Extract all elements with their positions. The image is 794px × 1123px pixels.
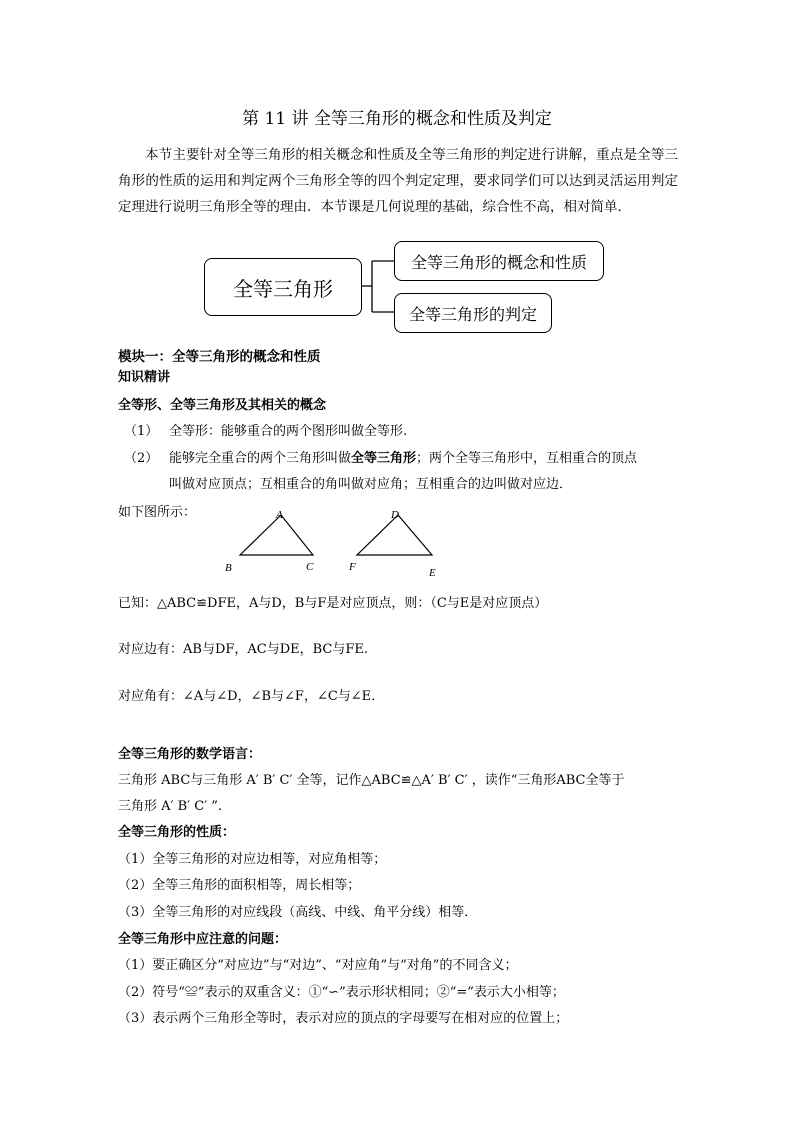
- math-language-line-1: 三角形 ABC与三角形 A′ B′ C′ 全等，记作△ABC≌△A′ B′ C′ ，读作“三角形ABC全等于: [118, 773, 625, 788]
- note-1: （1）要正确区分“对应边”与“对边”、“对应角”与“对角”的不同含义；: [118, 958, 518, 973]
- known-statement: 已知：△ABC≌DFE，A与D，B与F是对应顶点，则：（C与E是对应顶点）: [118, 596, 548, 611]
- figure-caption: 如下图所示：: [118, 505, 197, 520]
- properties-heading: 全等三角形的性质：: [118, 825, 236, 840]
- note-2: （2）符号“≌”表示的双重含义：①“∽”表示形状相同；②“=”表示大小相等；: [118, 985, 565, 1000]
- label-d: D: [391, 509, 399, 521]
- mindmap-branch-properties: [394, 241, 604, 281]
- mindmap-root: [204, 258, 362, 316]
- mindmap-branch-2-label: 全等三角形的判定: [408, 304, 537, 324]
- item-2-text: [169, 447, 637, 466]
- page-title: 第 11 讲 全等三角形的概念和性质及判定: [242, 109, 552, 129]
- item-2-part-b: ；两个全等三角形中，互相重合的顶点: [416, 451, 638, 466]
- concept-heading: 全等形、全等三角形及其相关的概念: [118, 398, 327, 413]
- item-1-text: 全等形：能够重合的两个图形叫做全等形.: [169, 424, 408, 439]
- property-3: （3）全等三角形的对应线段（高线、中线、角平分线）相等．: [118, 905, 478, 920]
- item-2-part-a: 能够完全重合的两个三角形叫做: [169, 451, 352, 466]
- corresponding-sides: 对应边有：AB与DF，AC与DE，BC与FE.: [118, 642, 369, 657]
- property-2: （2）全等三角形的面积相等，周长相等；: [118, 878, 361, 893]
- label-c: C: [306, 561, 314, 573]
- item-2-line-2: 叫做对应顶点；互相重合的角叫做对应角；互相重合的边叫做对应边．: [169, 477, 573, 492]
- mindmap-branch-criteria: [394, 293, 552, 333]
- intro-text: 本节主要针对全等三角形的相关概念和性质及全等三角形的判定进行讲解，重点是全等三角形的性质的运用和判定两个三角形全等的四个判定定理，要求同学们可以达到灵活运用判定定理进行说明三角形全等的理由．本节课是几何说理的基础，综合性不高，相对简单．: [118, 147, 678, 215]
- label-e: E: [429, 567, 436, 579]
- item-2-term: 全等三角形: [351, 451, 417, 466]
- math-language-heading: 全等三角形的数学语言：: [118, 747, 262, 762]
- triangle-abc: [240, 515, 313, 555]
- mindmap-branch-1-label: 全等三角形的概念和性质: [410, 252, 587, 272]
- label-f: F: [349, 561, 356, 573]
- notes-heading: 全等三角形中应注意的问题：: [118, 932, 288, 947]
- knowledge-heading: 知识精讲: [118, 370, 171, 385]
- label-b: B: [225, 562, 232, 574]
- item-1-number: （1）: [124, 424, 159, 439]
- label-a: A: [276, 509, 283, 521]
- math-language-line-2: 三角形 A′ B′ C′ ”.: [118, 799, 223, 814]
- property-1: （1）全等三角形的对应边相等，对应角相等；: [118, 852, 387, 867]
- module-heading: 模块一：全等三角形的概念和性质: [118, 349, 321, 365]
- corresponding-angles: 对应角有：∠A与∠D，∠B与∠F，∠C与∠E．: [118, 689, 385, 704]
- note-3: （3）表示两个三角形全等时，表示对应的顶点的字母要写在相对应的位置上；: [118, 1011, 569, 1026]
- triangle-dfe: [357, 515, 432, 555]
- mindmap-root-label: 全等三角形: [233, 276, 333, 301]
- intro-paragraph: [118, 142, 678, 220]
- item-2-number: （2）: [124, 451, 159, 466]
